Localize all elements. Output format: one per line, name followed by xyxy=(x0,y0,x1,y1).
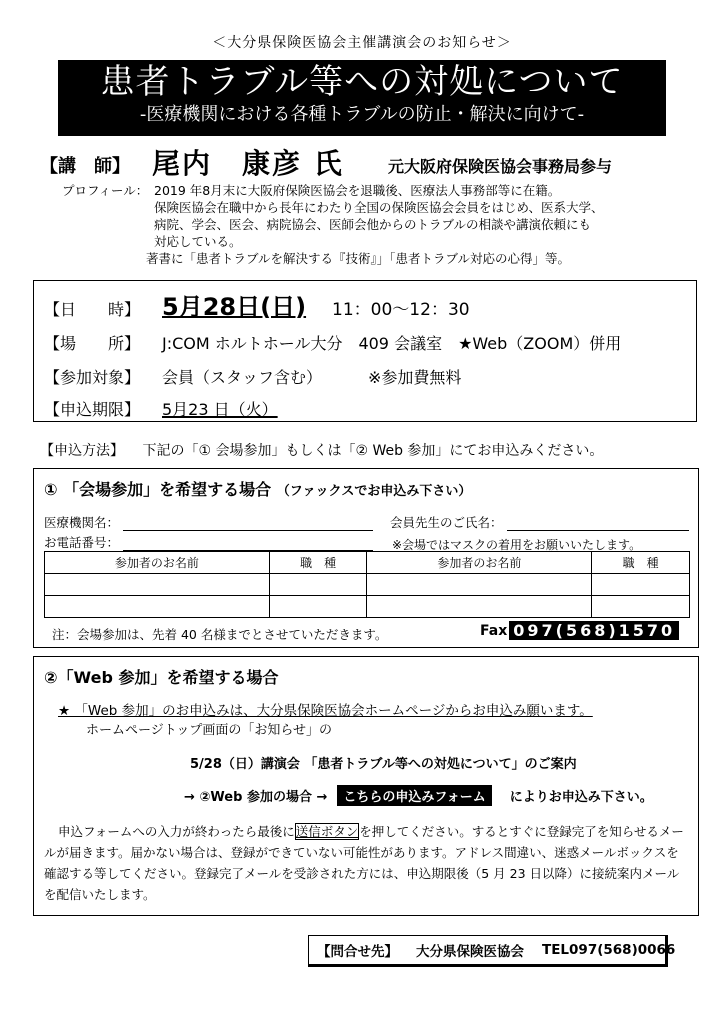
arrow-text: → ②Web 参加の場合 → xyxy=(184,790,328,805)
deadline-row xyxy=(44,397,278,420)
web-form-row xyxy=(184,785,653,806)
table-cell[interactable] xyxy=(592,574,690,596)
table-cell[interactable] xyxy=(45,596,270,618)
venue-form-box xyxy=(33,468,699,648)
event-place: J:COM ホルトホール大分 409 会議室 ★Web（ZOOM）併用 xyxy=(162,334,622,353)
clinic-name-label: 医療機関名： xyxy=(44,515,120,530)
deadline-label: 【申込期限】 xyxy=(44,400,141,419)
lecturer-profile xyxy=(62,182,604,267)
lecturer-title: 元大阪府保険医協会事務局参与 xyxy=(388,157,613,176)
event-date: 5月28日(日) xyxy=(162,293,307,321)
event-info-box xyxy=(33,280,697,422)
event-announcement: 5/28（日）講演会 「患者トラブル等への対処について」のご案内 xyxy=(190,757,577,772)
profile-line: 対応している。 xyxy=(154,234,242,249)
place-label: 【場 所】 xyxy=(44,334,141,353)
instr-text: を押してください。するとすぐに登録完了を知らせるメールが届きます。届かない場合は、登録ができていない可能性があります。アドレス間違い、迷惑メールボックスを確認する等してください。登録完了メールを受診された方には、申込期限後（5 月 23 日以降）に接続案内メールを配信いたします。 xyxy=(44,824,684,902)
target-row xyxy=(44,365,461,388)
doctor-name-field[interactable] xyxy=(390,513,689,531)
participant-table xyxy=(44,551,690,618)
web-homepage-link[interactable]: ★ 「Web 参加」のお申込みは、大分県保険医協会ホームページからお申込み願います。 xyxy=(58,703,593,719)
profile-line: 病院、学会、医会、病院協会、医師会他からのトラブルの相談や講演依頼にも xyxy=(154,217,592,232)
home-instruction: ホームページトップ画面の「お知らせ」の xyxy=(86,723,332,738)
web-form-heading: ②「Web 参加」を希望する場合 xyxy=(44,668,279,687)
table-cell[interactable] xyxy=(367,574,592,596)
title-banner xyxy=(58,60,666,136)
table-cell[interactable] xyxy=(592,596,690,618)
profile-line: 2019 年8月末に大阪府保険医協会を退職後、医療法人事務部等に在籍。 xyxy=(154,183,561,198)
date-row xyxy=(44,287,470,322)
doctor-name-line[interactable] xyxy=(507,516,689,531)
submit-instructions xyxy=(44,821,690,905)
submit-button-word: 送信ボタン xyxy=(295,824,359,839)
after-button-text: によりお申込み下さい。 xyxy=(509,790,653,805)
contact-org: 大分県保険医協会 xyxy=(416,944,524,960)
venue-heading-note: （ファックスでお申込み下さい） xyxy=(276,484,472,499)
fax-number-block xyxy=(480,621,679,640)
table-cell[interactable] xyxy=(45,574,270,596)
clinic-name-field[interactable] xyxy=(44,513,373,531)
lecturer-name: 尾内 康彦 氏 xyxy=(152,147,344,180)
event-fee: ※参加費無料 xyxy=(368,368,462,387)
doctor-name-label: 会員先生のご氏名： xyxy=(390,515,503,530)
notice-line: ＜大分県保険医協会主催講演会のお知らせ＞ xyxy=(212,35,512,51)
table-cell[interactable] xyxy=(269,596,367,618)
fax-number: 097(568)1570 xyxy=(509,621,679,640)
column-header: 職 種 xyxy=(592,552,690,574)
lecturer-label: 【講 師】 xyxy=(40,156,130,177)
instr-text: 申込フォームへの入力が終わったら最後に xyxy=(58,824,295,839)
table-row xyxy=(45,596,690,618)
event-deadline: 5月23 日（火） xyxy=(162,400,278,419)
web-form-box xyxy=(33,656,699,916)
contact-box xyxy=(308,935,676,967)
column-header: 参加者のお名前 xyxy=(367,552,592,574)
page-subtitle: -医療機関における各種トラブルの防止・解決に向けて- xyxy=(139,104,585,125)
place-row xyxy=(44,331,621,354)
apply-method xyxy=(40,440,603,460)
target-label: 【参加対象】 xyxy=(44,368,141,387)
application-form-button[interactable]: こちらの申込みフォーム xyxy=(337,785,491,806)
contact-tel: TEL097(568)0066 xyxy=(542,942,676,958)
table-row xyxy=(45,574,690,596)
table-cell[interactable] xyxy=(367,596,592,618)
apply-text: 下記の「① 会場参加」もしくは「② Web 参加」にてお申込みください。 xyxy=(142,443,604,459)
fax-label: Fax xyxy=(480,622,508,639)
profile-label: プロフィール： xyxy=(62,183,149,198)
event-target: 会員（スタッフ含む） xyxy=(162,368,323,387)
table-header-row xyxy=(45,552,690,574)
venue-heading-text: ① 「会場参加」を希望する場合 xyxy=(44,480,272,499)
mask-note: ※会場ではマスクの着用をお願いいたします。 xyxy=(392,538,642,552)
phone-line[interactable] xyxy=(123,536,373,551)
contact-label: 【問合せ先】 xyxy=(317,944,398,960)
phone-field[interactable] xyxy=(44,533,373,551)
column-header: 職 種 xyxy=(269,552,367,574)
page-title: 患者トラブル等への対処について xyxy=(100,62,624,102)
profile-line: 保険医協会在職中から長年にわたり全国の保険医協会会員をはじめ、医系大学、 xyxy=(154,200,604,215)
event-time: 11：00～12：30 xyxy=(332,300,470,320)
profile-line: 著書に「患者トラブルを解決する『技術』」「患者トラブル対応の心得」等。 xyxy=(146,251,571,266)
table-cell[interactable] xyxy=(269,574,367,596)
capacity-note: 注：会場参加は、先着 40 名様までとさせていただきます。 xyxy=(52,627,388,642)
phone-label: お電話番号： xyxy=(44,535,120,550)
apply-label: 【申込方法】 xyxy=(40,443,124,459)
date-label: 【日 時】 xyxy=(44,300,141,319)
clinic-name-line[interactable] xyxy=(123,516,373,531)
column-header: 参加者のお名前 xyxy=(45,552,270,574)
venue-form-heading xyxy=(44,477,471,500)
